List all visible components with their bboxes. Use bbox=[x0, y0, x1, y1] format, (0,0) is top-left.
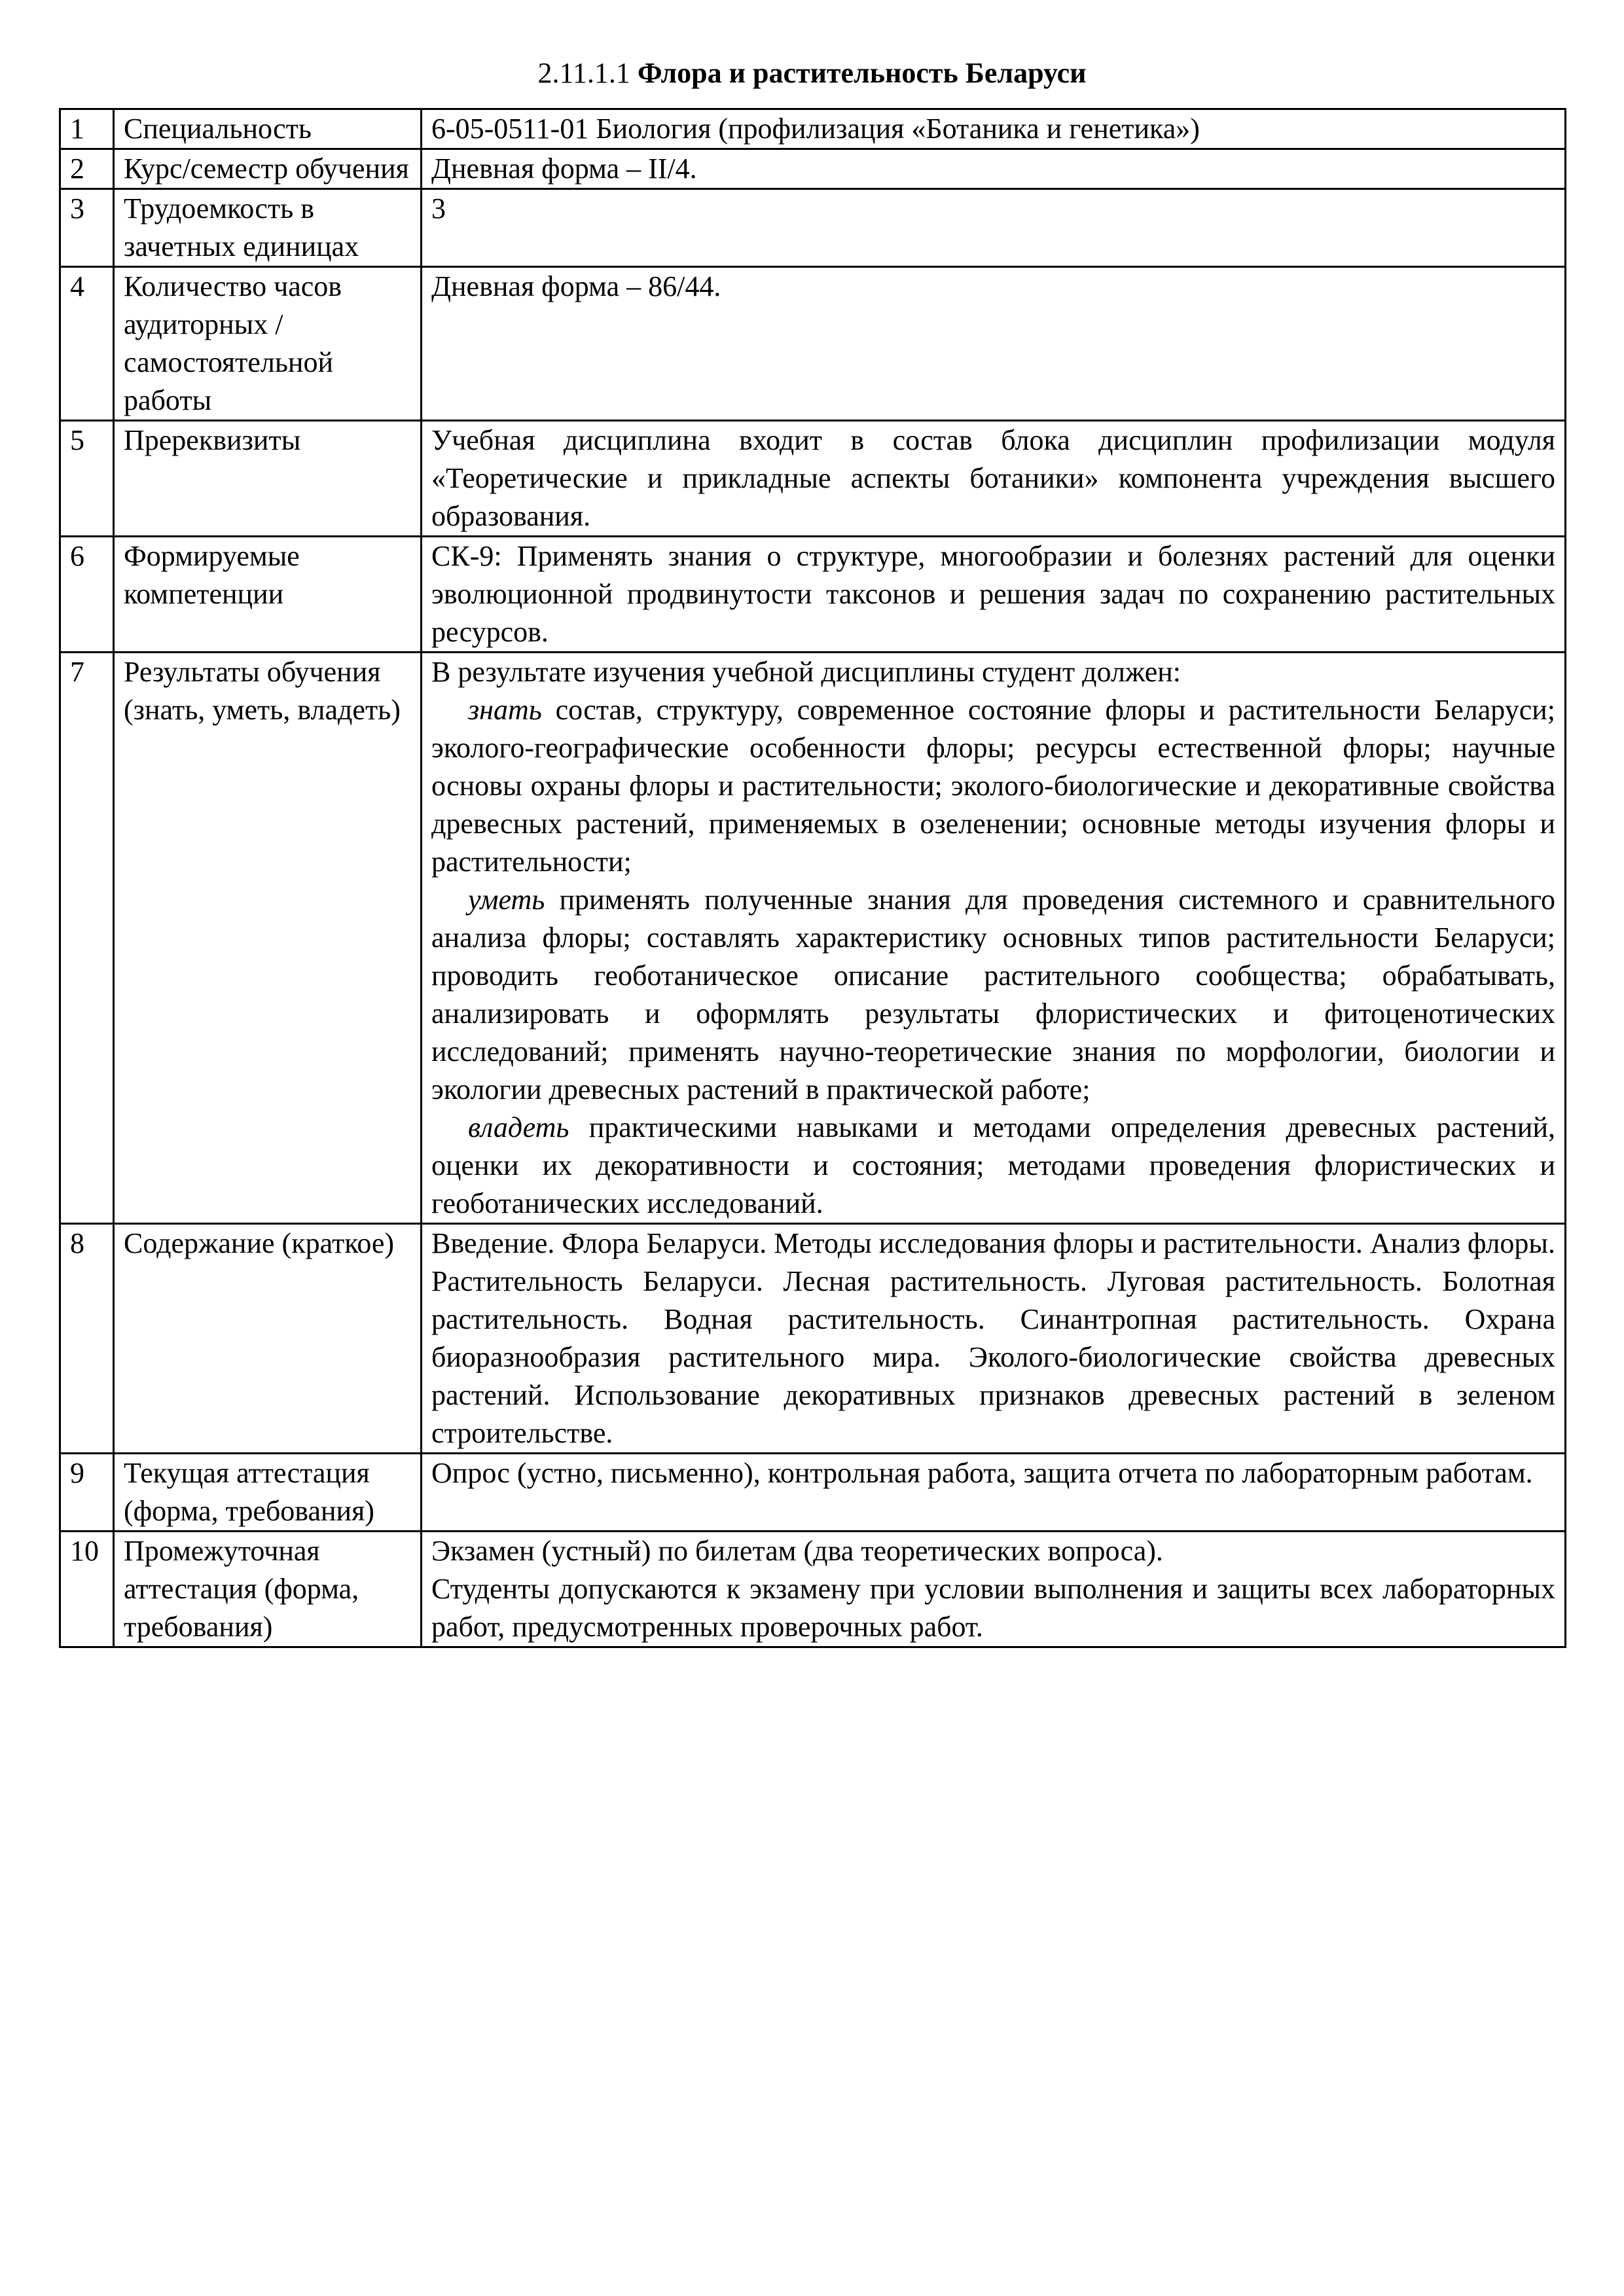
outcome-own bbox=[431, 1109, 1555, 1223]
exam-format: Экзамен (устный) по билетам (два теоретических вопроса). bbox=[431, 1535, 1163, 1567]
row-label: Содержание (краткое) bbox=[114, 1224, 422, 1454]
outcome-own-word: владеть bbox=[468, 1111, 569, 1143]
table-row bbox=[60, 653, 1566, 1224]
row-label: Результаты обучения (знать, уметь, владеть) bbox=[114, 653, 422, 1224]
table-row bbox=[60, 421, 1566, 537]
row-number: 4 bbox=[60, 267, 114, 421]
row-label: Курс/семестр обучения bbox=[114, 149, 422, 189]
row-label: Специальность bbox=[114, 109, 422, 149]
row-value: Дневная форма – 86/44. bbox=[422, 267, 1566, 421]
table-row bbox=[60, 1224, 1566, 1454]
row-number: 6 bbox=[60, 537, 114, 653]
row-value: Опрос (устно, письменно), контрольная работа, защита отчета по лабораторным работам. bbox=[422, 1454, 1566, 1532]
row-number: 8 bbox=[60, 1224, 114, 1454]
table-row bbox=[60, 109, 1566, 149]
table-row bbox=[60, 1454, 1566, 1532]
row-number: 1 bbox=[60, 109, 114, 149]
row-number: 9 bbox=[60, 1454, 114, 1532]
table-row bbox=[60, 537, 1566, 653]
table-row bbox=[60, 1532, 1566, 1647]
outcome-know-word: знать bbox=[468, 694, 542, 726]
row-value: Учебная дисциплина входит в состав блока дисциплин профилизации модуля «Теоретические и прикладные аспекты ботаники» компонента учреждения высшего образования. bbox=[422, 421, 1566, 537]
outcome-know-text: состав, структуру, современное состояние флоры и растительности Беларуси; эколого-географические особенности флоры; ресурсы естественной флоры; научные основы охраны флоры и растительности; эколого-биологические и декоративные свойства древесных растений, применяемых в озеленении; основные методы изучения флоры и растительности; bbox=[431, 694, 1556, 878]
section-number: 2.11.1.1 bbox=[537, 57, 630, 89]
table-row bbox=[60, 149, 1566, 189]
outcome-can-text: применять полученные знания для проведения системного и сравнительного анализа флоры; составлять характеристику основных типов растительности Беларуси; проводить геоботаническое описание растительного сообщества; обрабатывать, анализировать и оформлять результаты флористических и фитоценотических исследований; применять научно-теоретические знания по морфологии, биологии и экологии древесных растений в практической работе; bbox=[431, 884, 1556, 1105]
table-row bbox=[60, 189, 1566, 267]
outcome-can bbox=[431, 881, 1555, 1109]
section-title: Флора и растительность Беларуси bbox=[637, 57, 1087, 89]
discipline-info-table bbox=[59, 108, 1566, 1648]
outcomes-intro: В результате изучения учебной дисциплины студент должен: bbox=[431, 656, 1182, 688]
table-row bbox=[60, 267, 1566, 421]
learning-outcomes bbox=[422, 653, 1566, 1224]
row-label: Промежуточная аттестация (форма, требования) bbox=[114, 1532, 422, 1647]
row-number: 10 bbox=[60, 1532, 114, 1647]
row-label: Пререквизиты bbox=[114, 421, 422, 537]
row-number: 5 bbox=[60, 421, 114, 537]
row-value: Введение. Флора Беларуси. Методы исследования флоры и растительности. Анализ флоры. Растительность Беларуси. Лесная растительность. Луговая растительность. Болотная растительность. Водная растительность. Синантропная растительность. Охрана биоразнообразия растительного мира. Эколого-биологические свойства древесных растений. Использование декоративных признаков древесных растений в зеленом строительстве. bbox=[422, 1224, 1566, 1454]
exam-admission: Студенты допускаются к экзамену при условии выполнения и защиты всех лабораторных работ, предусмотренных проверочных работ. bbox=[431, 1573, 1555, 1643]
row-value: СК-9: Применять знания о структуре, многообразии и болезнях растений для оценки эволюционной продвинутости таксонов и решения задач по сохранению растительных ресурсов. bbox=[422, 537, 1566, 653]
row-number: 2 bbox=[60, 149, 114, 189]
page-title bbox=[0, 54, 1624, 93]
row-number: 3 bbox=[60, 189, 114, 267]
outcome-can-word: уметь bbox=[468, 884, 545, 916]
row-value bbox=[422, 1532, 1566, 1647]
row-label: Трудоемкость в зачетных единицах bbox=[114, 189, 422, 267]
row-number: 7 bbox=[60, 653, 114, 1224]
row-value: 3 bbox=[422, 189, 1566, 267]
row-label: Текущая аттестация (форма, требования) bbox=[114, 1454, 422, 1532]
row-label: Количество часов аудиторных / самостоятельной работы bbox=[114, 267, 422, 421]
row-value: Дневная форма – II/4. bbox=[422, 149, 1566, 189]
row-label: Формируемые компетенции bbox=[114, 537, 422, 653]
outcome-own-text: практическими навыками и методами определения древесных растений, оценки их декоративности и состояния; методами проведения флористических и геоботанических исследований. bbox=[431, 1111, 1555, 1219]
outcome-know bbox=[431, 691, 1555, 881]
row-value: 6-05-0511-01 Биология (профилизация «Ботаника и генетика») bbox=[422, 109, 1566, 149]
